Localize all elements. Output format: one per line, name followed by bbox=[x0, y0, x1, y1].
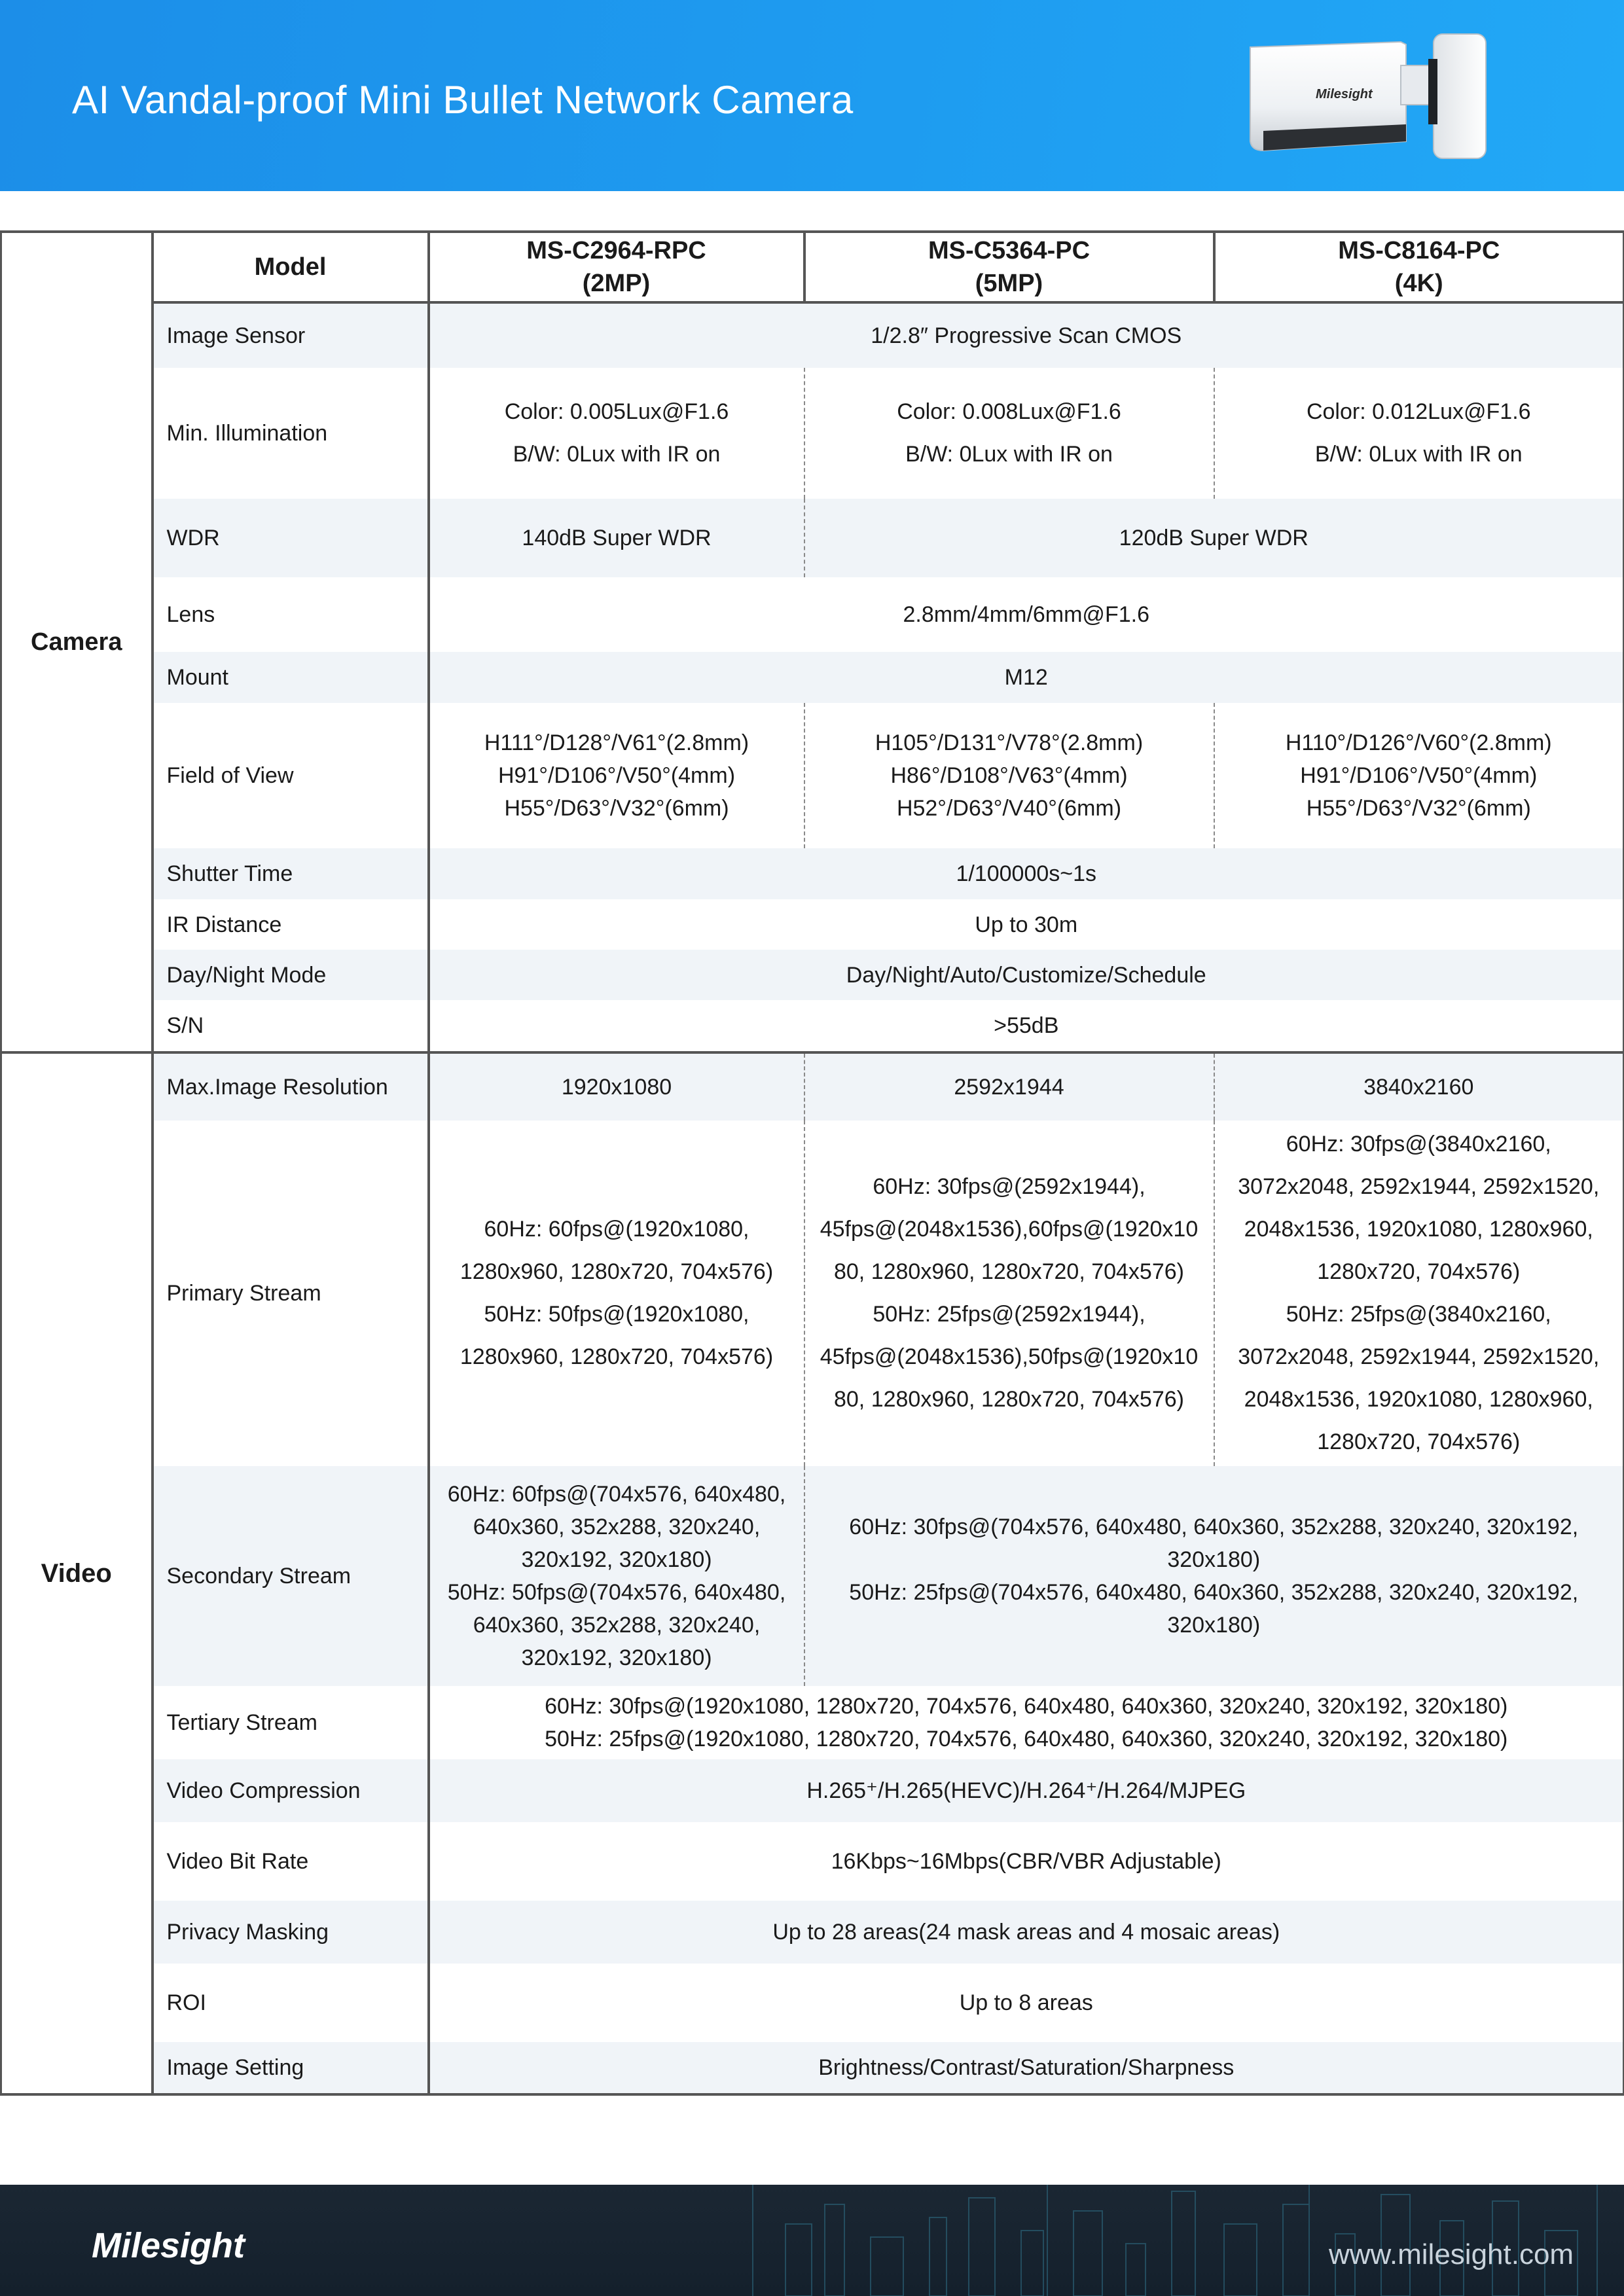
camera-brand-text: Milesight bbox=[1316, 87, 1373, 101]
feature-label: Lens bbox=[153, 577, 429, 652]
footer-logo: Milesight bbox=[92, 2226, 245, 2265]
feature-label: Mount bbox=[153, 652, 429, 703]
table-row bbox=[1, 368, 1624, 499]
feature-value: 3840x2160 bbox=[1214, 1052, 1624, 1121]
table-row bbox=[1, 577, 1624, 652]
feature-label: Tertiary Stream bbox=[153, 1686, 429, 1759]
model-name-1: MS-C2964-RPC bbox=[526, 237, 706, 264]
feature-value: H110°/D126°/V60°(2.8mm) H91°/D106°/V50°(4mm) H55°/D63°/V32°(6mm) bbox=[1214, 703, 1624, 848]
feature-label: Video Compression bbox=[153, 1759, 429, 1822]
feature-value: 60Hz: 30fps@(1920x1080, 1280x720, 704x576, 640x480, 640x360, 320x240, 320x192, 320x180) 50Hz: 25fps@(1920x1080, 1280x720, 704x576, 640x480, 640x360, 320x240, 320x192, 320x180) bbox=[429, 1686, 1624, 1759]
feature-label: S/N bbox=[153, 1000, 429, 1052]
table-row bbox=[1, 1686, 1624, 1759]
page-footer bbox=[0, 2185, 1624, 2296]
feature-value: 1920x1080 bbox=[429, 1052, 804, 1121]
feature-label: IR Distance bbox=[153, 899, 429, 950]
feature-value: Color: 0.005Lux@F1.6 B/W: 0Lux with IR on bbox=[429, 368, 804, 499]
page-title: AI Vandal-proof Mini Bullet Network Camera bbox=[72, 78, 854, 122]
table-row bbox=[1, 950, 1624, 1000]
table-header-row bbox=[1, 232, 1624, 302]
feature-value: Up to 8 areas bbox=[429, 1964, 1624, 2042]
footer-url: www.milesight.com bbox=[1329, 2238, 1574, 2270]
table-row bbox=[1, 302, 1624, 368]
feature-value: H105°/D131°/V78°(2.8mm) H86°/D108°/V63°(4mm) H52°/D63°/V40°(6mm) bbox=[804, 703, 1214, 848]
model-col-2 bbox=[804, 232, 1214, 302]
model-col-3 bbox=[1214, 232, 1624, 302]
feature-label: Primary Stream bbox=[153, 1121, 429, 1466]
feature-value: H111°/D128°/V61°(2.8mm) H91°/D106°/V50°(4mm) H55°/D63°/V32°(6mm) bbox=[429, 703, 804, 848]
table-row bbox=[1, 1901, 1624, 1964]
model-res-2: (5MP) bbox=[975, 270, 1043, 297]
table-row bbox=[1, 1466, 1624, 1686]
feature-label: ROI bbox=[153, 1964, 429, 2042]
feature-label: Field of View bbox=[153, 703, 429, 848]
feature-label: Image Setting bbox=[153, 2042, 429, 2094]
feature-value: 1/100000s~1s bbox=[429, 848, 1624, 899]
feature-value: 2.8mm/4mm/6mm@F1.6 bbox=[429, 577, 1624, 652]
table-row bbox=[1, 703, 1624, 848]
feature-value: 2592x1944 bbox=[804, 1052, 1214, 1121]
category-camera: Camera bbox=[1, 232, 153, 1052]
table-row bbox=[1, 1822, 1624, 1901]
feature-value: Brightness/Contrast/Saturation/Sharpness bbox=[429, 2042, 1624, 2094]
feature-label: Secondary Stream bbox=[153, 1466, 429, 1686]
feature-label: Min. Illumination bbox=[153, 368, 429, 499]
model-res-1: (2MP) bbox=[582, 270, 651, 297]
feature-value: Up to 30m bbox=[429, 899, 1624, 950]
feature-value: Day/Night/Auto/Customize/Schedule bbox=[429, 950, 1624, 1000]
model-col-1 bbox=[429, 232, 804, 302]
feature-value: Up to 28 areas(24 mask areas and 4 mosaic areas) bbox=[429, 1901, 1624, 1964]
feature-value: Color: 0.012Lux@F1.6 B/W: 0Lux with IR on bbox=[1214, 368, 1624, 499]
table-row bbox=[1, 899, 1624, 950]
feature-label: Shutter Time bbox=[153, 848, 429, 899]
feature-label: Privacy Masking bbox=[153, 1901, 429, 1964]
table-row bbox=[1, 1052, 1624, 1121]
feature-label: Max.Image Resolution bbox=[153, 1052, 429, 1121]
feature-value: 16Kbps~16Mbps(CBR/VBR Adjustable) bbox=[429, 1822, 1624, 1901]
spec-table bbox=[0, 230, 1624, 2096]
category-video: Video bbox=[1, 1052, 153, 2094]
table-row bbox=[1, 2042, 1624, 2094]
feature-label: Video Bit Rate bbox=[153, 1822, 429, 1901]
feature-value: Color: 0.008Lux@F1.6 B/W: 0Lux with IR on bbox=[804, 368, 1214, 499]
table-row bbox=[1, 1759, 1624, 1822]
feature-value: 60Hz: 30fps@(704x576, 640x480, 640x360, 352x288, 320x240, 320x192, 320x180) 50Hz: 25fps@(704x576, 640x480, 640x360, 352x288, 320x240, 320x192, 320x180) bbox=[804, 1466, 1624, 1686]
table-row bbox=[1, 848, 1624, 899]
feature-value: 140dB Super WDR bbox=[429, 499, 804, 577]
model-res-3: (4K) bbox=[1394, 270, 1443, 297]
feature-value: 60Hz: 60fps@(704x576, 640x480, 640x360, 352x288, 320x240, 320x192, 320x180) 50Hz: 50fps@(704x576, 640x480, 640x360, 352x288, 320x240, 320x192, 320x180) bbox=[429, 1466, 804, 1686]
feature-value: 60Hz: 60fps@(1920x1080, 1280x960, 1280x720, 704x576) 50Hz: 50fps@(1920x1080, 1280x960, 1280x720, 704x576) bbox=[429, 1121, 804, 1466]
table-row bbox=[1, 652, 1624, 703]
feature-value: H.265⁺/H.265(HEVC)/H.264⁺/H.264/MJPEG bbox=[429, 1759, 1624, 1822]
feature-value: 1/2.8″ Progressive Scan CMOS bbox=[429, 302, 1624, 368]
model-header: Model bbox=[153, 232, 429, 302]
feature-value: 120dB Super WDR bbox=[804, 499, 1624, 577]
model-name-2: MS-C5364-PC bbox=[928, 237, 1091, 264]
feature-label: WDR bbox=[153, 499, 429, 577]
table-row bbox=[1, 1121, 1624, 1466]
feature-label: Image Sensor bbox=[153, 302, 429, 368]
table-row bbox=[1, 1964, 1624, 2042]
feature-value: >55dB bbox=[429, 1000, 1624, 1052]
feature-label: Day/Night Mode bbox=[153, 950, 429, 1000]
feature-value: 60Hz: 30fps@(3840x2160, 3072x2048, 2592x1944, 2592x1520, 2048x1536, 1920x1080, 1280x960, 1280x720, 704x576) 50Hz: 25fps@(3840x2160, 3072x2048, 2592x1944, 2592x1520, 2048x1536, 1920x1080, 1280x960, 1280x720, 704x576) bbox=[1214, 1121, 1624, 1466]
table-row bbox=[1, 1000, 1624, 1052]
bullet-camera-image bbox=[1237, 26, 1551, 170]
feature-value: M12 bbox=[429, 652, 1624, 703]
feature-value: 60Hz: 30fps@(2592x1944), 45fps@(2048x1536),60fps@(1920x10 80, 1280x960, 1280x720, 704x576) 50Hz: 25fps@(2592x1944), 45fps@(2048x1536),50fps@(1920x10 80, 1280x960, 1280x720, 704x576) bbox=[804, 1121, 1214, 1466]
table-row bbox=[1, 499, 1624, 577]
page-header bbox=[0, 0, 1624, 191]
model-name-3: MS-C8164-PC bbox=[1338, 237, 1500, 264]
